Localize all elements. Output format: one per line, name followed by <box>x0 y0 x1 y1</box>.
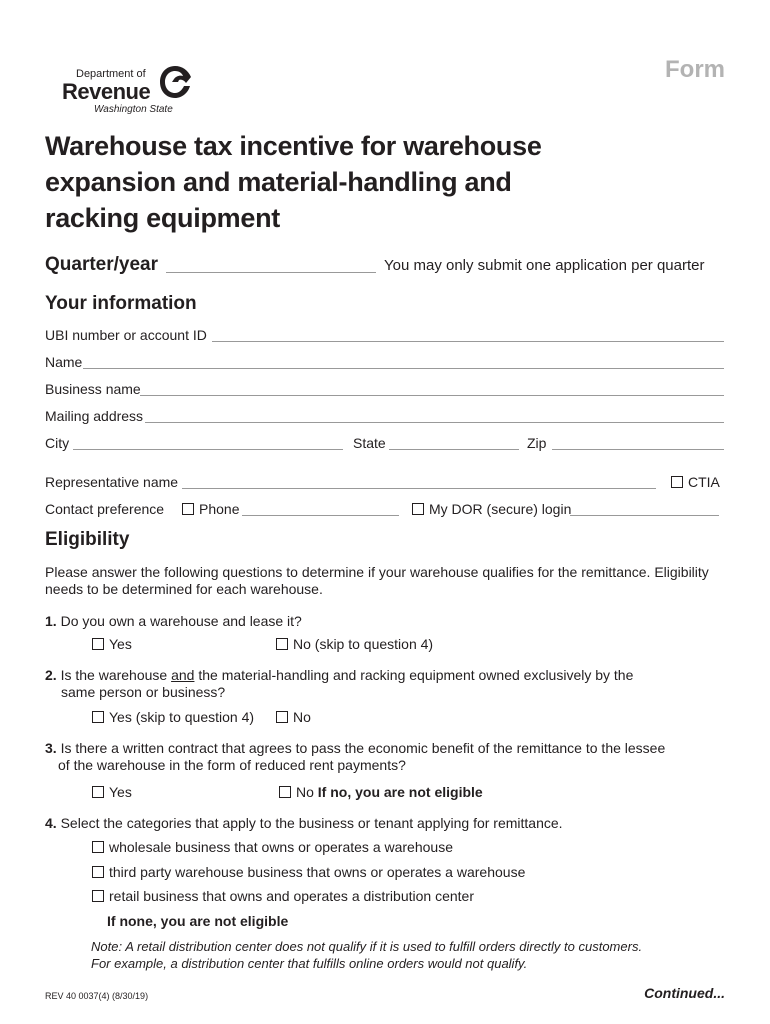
your-info-heading: Your information <box>45 293 197 314</box>
q1-no-checkbox[interactable] <box>276 638 288 650</box>
q3-yes-option[interactable] <box>92 784 132 801</box>
q4-not-eligible-note: If none, you are not eligible <box>107 913 289 929</box>
q1-yes-label: Yes <box>109 636 132 652</box>
state-label: State <box>353 435 386 451</box>
question-3 <box>45 740 745 774</box>
q4-retail-label: retail business that owns and operates a distribution center <box>109 888 474 904</box>
dor-login-checkbox[interactable] <box>412 503 424 515</box>
q3-text-line1: Is there a written contract that agrees to pass the economic benefit of the remittance to the lessee <box>60 740 666 756</box>
q3-not-eligible-note: If no, you are not eligible <box>317 784 483 800</box>
q2-text-a: Is the warehouse <box>60 667 172 683</box>
q4-third-party-label: third party warehouse business that owns or operates a warehouse <box>109 864 526 880</box>
q4-wholesale-checkbox[interactable] <box>92 841 104 853</box>
contact-pref-label: Contact preference <box>45 501 165 517</box>
q2-text-underline: and <box>171 667 195 683</box>
eligibility-intro <box>45 564 745 598</box>
dor-logo <box>62 64 202 122</box>
q2-no-option[interactable] <box>276 709 311 726</box>
q3-no-option[interactable] <box>279 784 483 801</box>
q2-no-label: No <box>293 709 311 725</box>
q2-text-line2: same person or business? <box>61 684 226 700</box>
q1-text: Do you own a warehouse and lease it? <box>60 613 302 629</box>
zip-field[interactable] <box>552 449 724 450</box>
phone-checkbox[interactable] <box>182 503 194 515</box>
eligibility-heading: Eligibility <box>45 529 130 550</box>
quarter-note: You may only submit one application per quarter <box>384 257 705 274</box>
dor-login-label: My DOR (secure) login <box>429 501 572 517</box>
q1-yes-checkbox[interactable] <box>92 638 104 650</box>
form-label: Form <box>665 56 725 83</box>
city-label: City <box>45 435 70 451</box>
note-line2: For example, a distribution center that fulfills online orders would not qualify. <box>91 956 528 971</box>
logo-line2: Revenue <box>62 79 151 104</box>
q4-option-wholesale[interactable] <box>92 839 453 856</box>
q1-number: 1. <box>45 613 57 629</box>
q2-yes-label: Yes (skip to question 4) <box>109 709 255 725</box>
q1-no-option[interactable] <box>276 636 433 653</box>
q3-text-line2: of the warehouse in the form of reduced rent payments? <box>58 757 406 773</box>
ubi-field[interactable] <box>212 341 724 342</box>
eligibility-note <box>91 938 751 972</box>
q2-yes-checkbox[interactable] <box>92 711 104 723</box>
phone-label: Phone <box>199 501 240 517</box>
question-4 <box>45 815 563 832</box>
q2-no-checkbox[interactable] <box>276 711 288 723</box>
form-code: REV 40 0037(4) (8/30/19) <box>45 991 149 1001</box>
intro-line2: needs to be determined for each warehouse. <box>45 581 323 597</box>
dor-emblem-icon <box>158 64 192 100</box>
question-1 <box>45 613 302 630</box>
representative-field[interactable] <box>182 488 656 489</box>
dor-login-option[interactable] <box>412 501 571 518</box>
q3-yes-checkbox[interactable] <box>92 786 104 798</box>
ctia-option[interactable] <box>671 474 720 491</box>
logo-line3: Washington State <box>94 104 173 115</box>
zip-label: Zip <box>527 435 547 451</box>
q4-option-retail[interactable] <box>92 888 474 905</box>
title-line3: racking equipment <box>45 203 280 233</box>
ctia-checkbox[interactable] <box>671 476 683 488</box>
phone-field[interactable] <box>242 515 399 516</box>
representative-label: Representative name <box>45 474 179 490</box>
name-field[interactable] <box>83 368 724 369</box>
state-field[interactable] <box>389 449 519 450</box>
q2-text-b: the material-handling and racking equipment owned exclusively by the <box>194 667 634 683</box>
title-line2: expansion and material-handling and <box>45 167 512 197</box>
mailing-address-label: Mailing address <box>45 408 144 424</box>
title-line1: Warehouse tax incentive for warehouse <box>45 131 542 161</box>
q4-number: 4. <box>45 815 57 831</box>
page-title <box>45 128 645 236</box>
dor-login-field[interactable] <box>570 515 719 516</box>
city-field[interactable] <box>73 449 343 450</box>
mailing-address-field[interactable] <box>145 422 724 423</box>
q3-number: 3. <box>45 740 57 756</box>
q4-option-third-party[interactable] <box>92 864 525 881</box>
business-name-field[interactable] <box>140 395 724 396</box>
q3-no-checkbox[interactable] <box>279 786 291 798</box>
intro-line1: Please answer the following questions to determine if your warehouse qualifies for the remittance. Eligibility <box>45 564 709 580</box>
continued-label: Continued... <box>644 985 725 1001</box>
q4-third-party-checkbox[interactable] <box>92 866 104 878</box>
q4-retail-checkbox[interactable] <box>92 890 104 902</box>
phone-option[interactable] <box>182 501 239 518</box>
logo-line1: Department of <box>76 68 146 80</box>
quarter-year-field[interactable] <box>166 272 376 273</box>
question-2 <box>45 667 725 701</box>
ubi-label: UBI number or account ID <box>45 327 207 343</box>
ctia-label: CTIA <box>688 474 720 490</box>
note-line1: Note: A retail distribution center does not qualify if it is used to fulfill orders directly to customers. <box>91 939 643 954</box>
q1-no-label: No (skip to question 4) <box>293 636 434 652</box>
q3-yes-label: Yes <box>109 784 132 800</box>
q2-yes-option[interactable] <box>92 709 254 726</box>
q4-wholesale-label: wholesale business that owns or operates a warehouse <box>109 839 453 855</box>
business-name-label: Business name <box>45 381 141 397</box>
q3-no-label: No <box>296 784 314 800</box>
q4-text: Select the categories that apply to the business or tenant applying for remittance. <box>60 815 563 831</box>
q1-yes-option[interactable] <box>92 636 132 653</box>
quarter-year-label: Quarter/year <box>45 254 159 275</box>
name-label: Name <box>45 354 83 370</box>
q2-number: 2. <box>45 667 57 683</box>
